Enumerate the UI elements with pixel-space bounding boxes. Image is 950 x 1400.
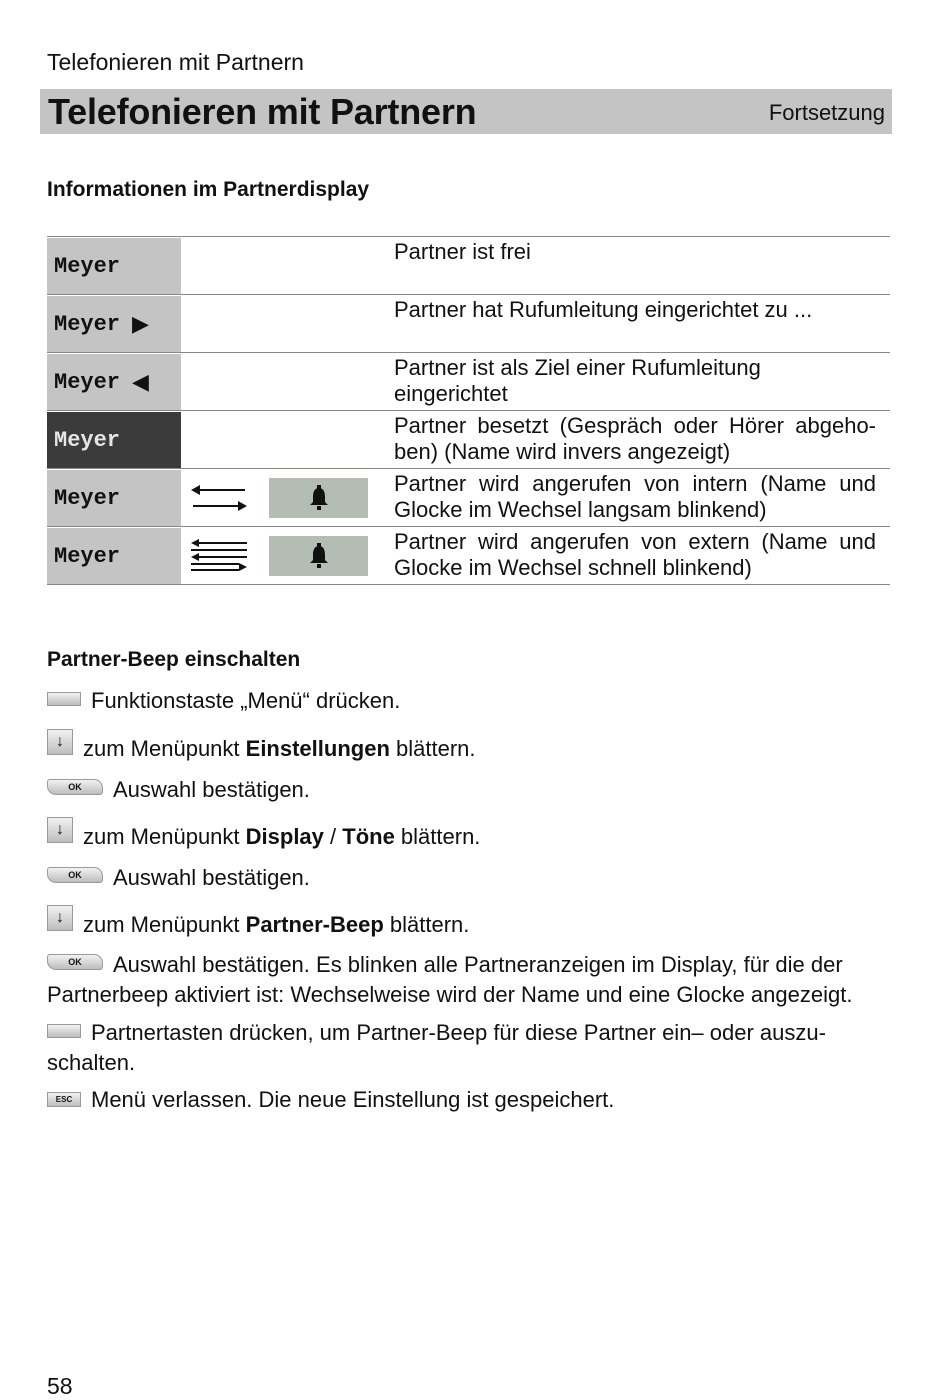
esc-key-icon: ESC xyxy=(47,1092,81,1107)
step-text: Auswahl bestätigen. xyxy=(113,865,310,890)
down-arrow-key-icon: ↓ xyxy=(47,729,73,755)
instruction-step xyxy=(47,863,890,893)
forward-arrow-icon: ▶ xyxy=(132,311,149,336)
step-text: zum Menüpunkt xyxy=(83,736,246,761)
instruction-step xyxy=(47,686,890,716)
back-arrow-icon: ◀ xyxy=(132,369,149,394)
partner-name-cell xyxy=(47,296,181,352)
step-text: Partnertasten drücken, um Partner-Beep für diese Partner ein– oder auszu-schalten. xyxy=(47,1020,826,1075)
partner-status-description: Partner wird angerufen von intern (Name und Glocke im Wechsel langsam blinkend) xyxy=(394,471,876,522)
partner-name: Meyer xyxy=(54,427,121,453)
instruction-step xyxy=(47,734,890,764)
partner-status-description: Partner wird angerufen von extern (Name und Glocke im Wechsel schnell blinkend) xyxy=(394,529,876,580)
step-text: / xyxy=(323,824,343,849)
partner-name: Meyer xyxy=(54,485,121,511)
step-text: Partner-Beep xyxy=(245,912,384,937)
step-text: zum Menüpunkt xyxy=(83,912,246,937)
partner-status-description: Partner ist als Ziel einer Rufumleitung eingerichtet xyxy=(394,355,761,406)
step-text: Einstellungen xyxy=(245,736,390,761)
ok-key-icon: OK xyxy=(47,867,103,883)
instruction-step xyxy=(47,1018,890,1078)
beep-section-heading: Partner-Beep einschalten xyxy=(47,648,301,671)
function-key-icon xyxy=(47,692,81,706)
instruction-step xyxy=(47,950,890,1010)
partner-key-icon xyxy=(47,1024,81,1038)
partner-display-row xyxy=(47,411,890,469)
bell-icon xyxy=(269,478,368,518)
step-text: Auswahl bestätigen. Es blinken alle Partneranzeigen im Display, für die der Partnerbeep aktiviert ist: Wechselweise wird der Name und eine Glocke angezeigt. xyxy=(47,952,853,1007)
partner-display-row xyxy=(47,469,890,527)
partner-name: Meyer xyxy=(54,311,121,337)
partner-display-row xyxy=(47,527,890,585)
display-section-heading: Informationen im Partnerdisplay xyxy=(47,178,370,201)
bell-icon xyxy=(269,536,368,576)
partner-name-cell xyxy=(47,238,181,294)
title-bar xyxy=(40,89,892,134)
instruction-step xyxy=(47,822,890,852)
partner-display-row xyxy=(47,353,890,411)
page-title: Telefonieren mit Partnern xyxy=(48,91,477,132)
continuation-label: Fortsetzung xyxy=(768,100,885,125)
step-text: Auswahl bestätigen. xyxy=(113,777,310,802)
down-arrow-key-icon: ↓ xyxy=(47,905,73,931)
ok-key-icon: OK xyxy=(47,954,103,970)
running-header: Telefonieren mit Partnern xyxy=(47,49,304,75)
partner-name: Meyer xyxy=(54,253,121,279)
step-text: Funktionstaste „Menü“ drücken. xyxy=(91,688,401,713)
step-text: zum Menüpunkt xyxy=(83,824,246,849)
step-text: Display xyxy=(245,824,324,849)
instruction-step xyxy=(47,910,890,940)
partner-name-cell xyxy=(47,470,181,526)
instruction-step xyxy=(47,1085,890,1115)
partner-status-description: Partner besetzt (Gespräch oder Hörer abgeho-ben) (Name wird invers angezeigt) xyxy=(394,413,876,464)
ok-key-icon: OK xyxy=(47,779,103,795)
partner-name: Meyer xyxy=(54,369,121,395)
step-text: Menü verlassen. Die neue Einstellung ist gespeichert. xyxy=(91,1087,615,1112)
step-text: blättern. xyxy=(394,824,481,849)
partner-name-cell xyxy=(47,354,181,410)
step-text: Töne xyxy=(342,824,395,849)
external-call-arrows-icon xyxy=(189,539,249,573)
step-text: blättern. xyxy=(389,736,476,761)
internal-call-arrows-icon xyxy=(189,481,249,515)
partner-display-row xyxy=(47,237,890,295)
partner-status-description: Partner ist frei xyxy=(394,239,531,264)
partner-name-cell xyxy=(47,528,181,584)
page-number: 58 xyxy=(47,1373,73,1399)
down-arrow-key-icon: ↓ xyxy=(47,817,73,843)
instruction-step xyxy=(47,775,890,805)
partner-display-table xyxy=(47,236,890,585)
step-text: blättern. xyxy=(383,912,470,937)
partner-name: Meyer xyxy=(54,543,121,569)
partner-status-description: Partner hat Rufumleitung eingerichtet zu ... xyxy=(394,297,813,322)
partner-display-row xyxy=(47,295,890,353)
partner-name-cell xyxy=(47,412,181,468)
